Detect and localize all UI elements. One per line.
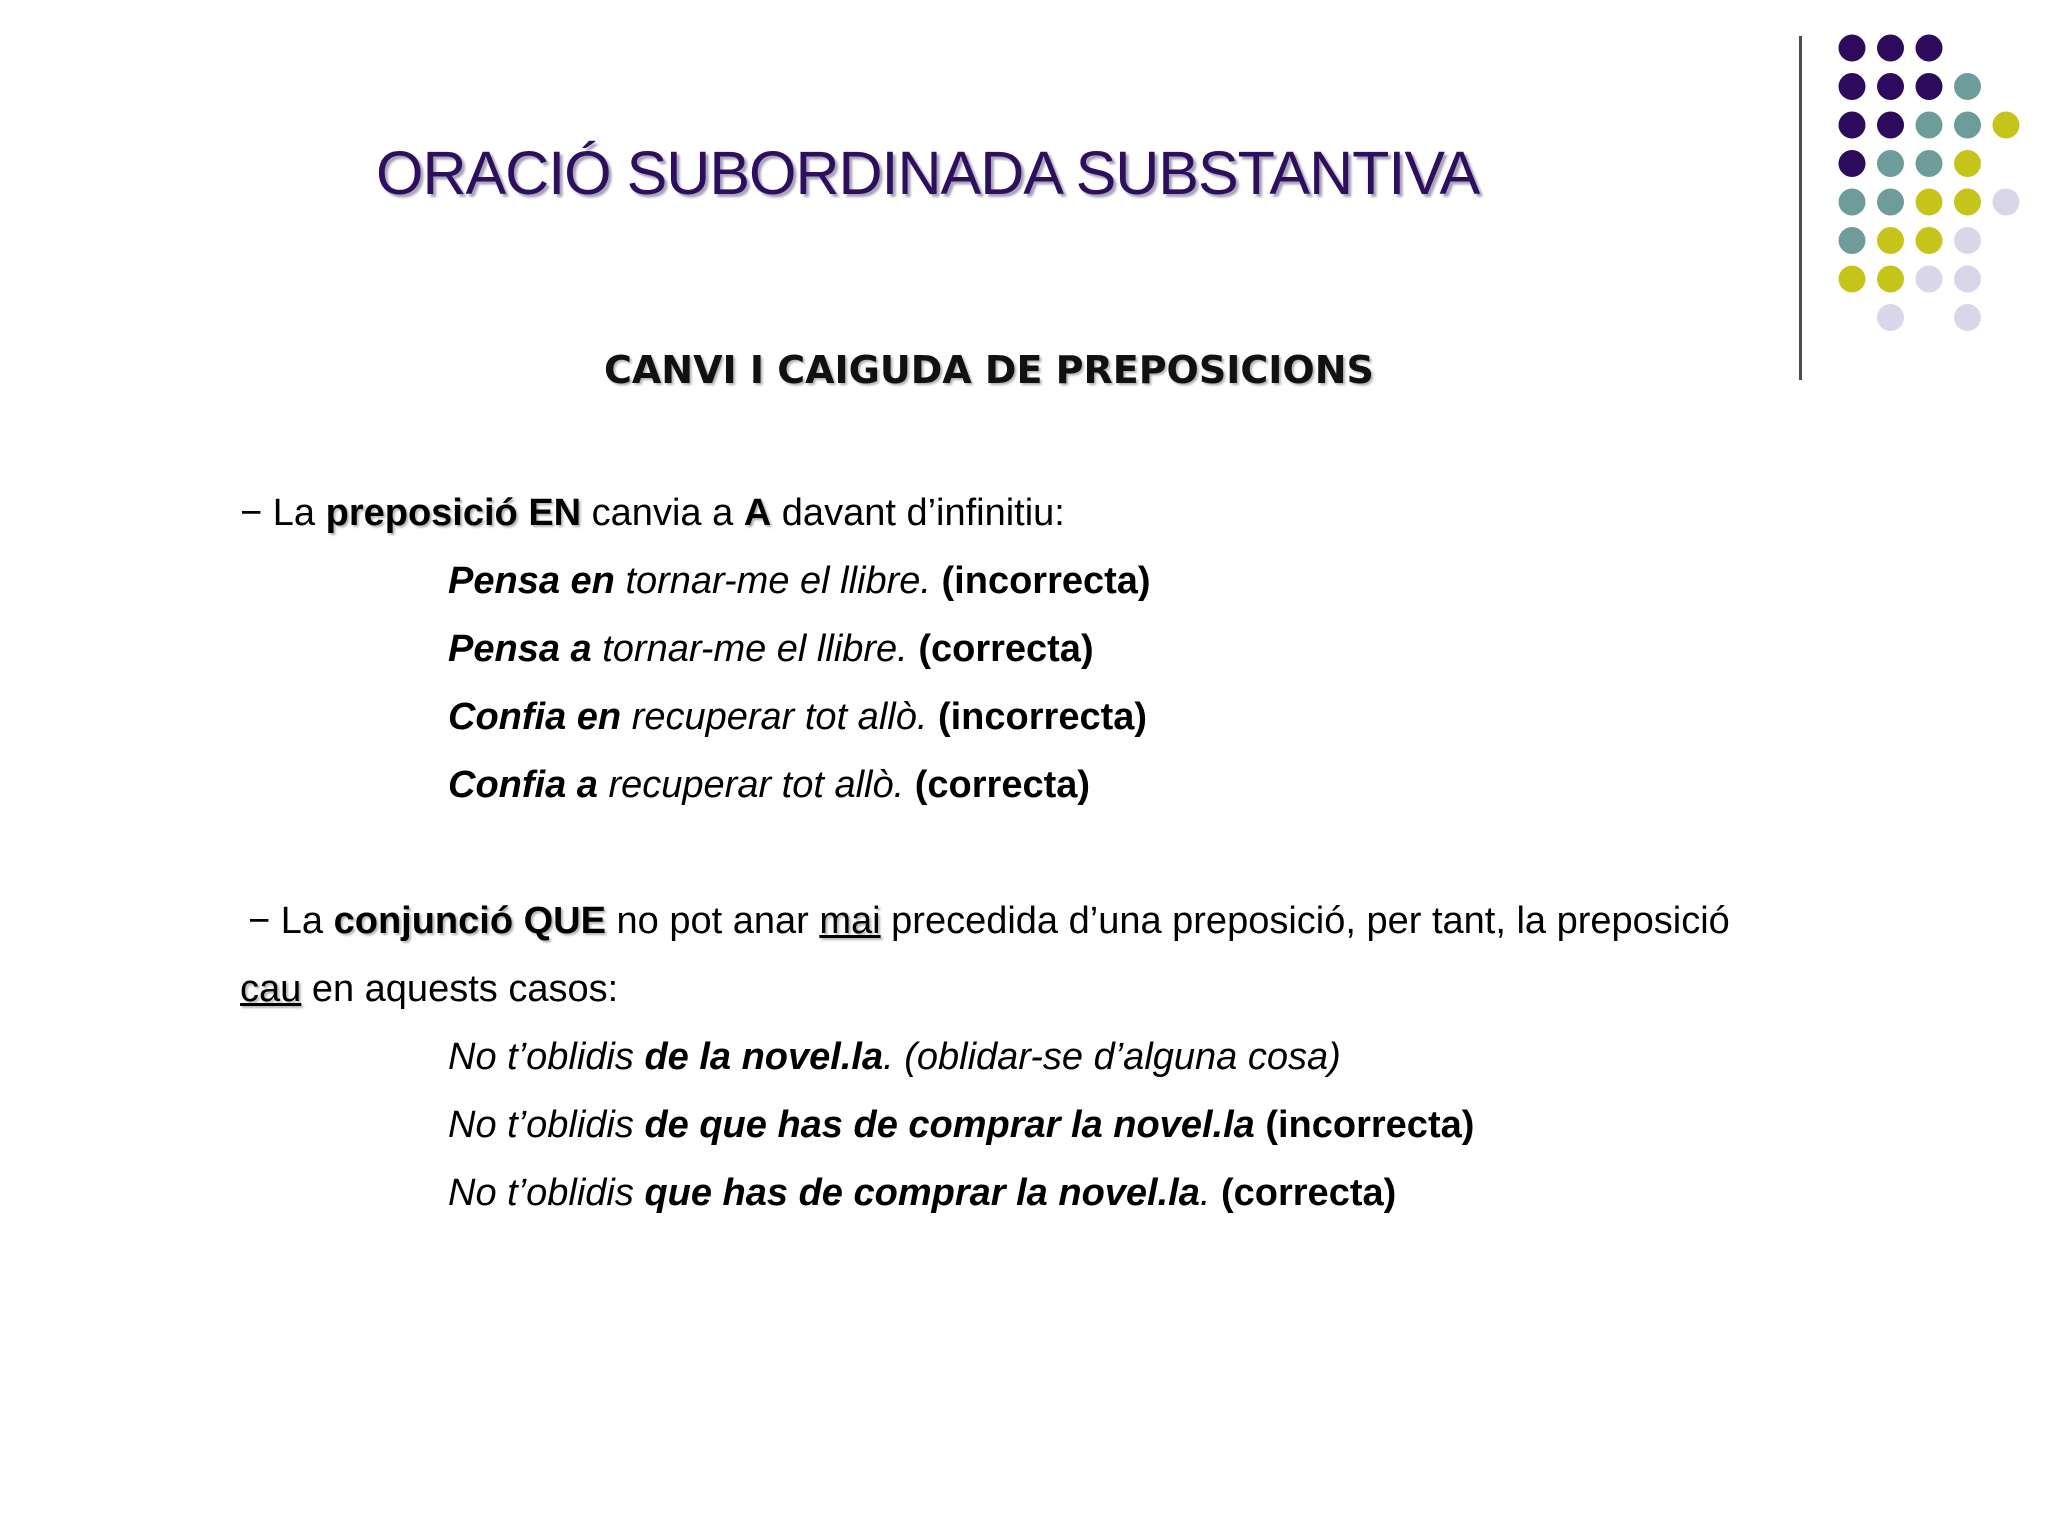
decorative-dot bbox=[1877, 112, 1904, 139]
example-verdict: (incorrecta) bbox=[941, 560, 1151, 602]
example-line bbox=[448, 1103, 1474, 1149]
decorative-dot bbox=[1877, 266, 1904, 293]
example-verdict: (correcta) bbox=[914, 764, 1091, 806]
decorative-dot bbox=[1839, 73, 1866, 100]
decorative-dot bbox=[1916, 112, 1943, 139]
decorative-dot bbox=[1954, 227, 1981, 254]
example-verdict: (correcta) bbox=[918, 628, 1094, 670]
example-rest: . bbox=[883, 1036, 894, 1078]
example-rest: . bbox=[1199, 1172, 1211, 1214]
decorative-dot bbox=[1916, 266, 1943, 293]
vertical-rule bbox=[1799, 36, 1802, 380]
intro-text: davant d’infinitiu: bbox=[781, 492, 1065, 534]
example-line bbox=[448, 763, 1090, 809]
example-lead: Confia en bbox=[448, 696, 622, 738]
example-verdict: (incorrecta) bbox=[1265, 1104, 1475, 1146]
decorative-dot bbox=[1954, 304, 1981, 331]
example-lead: No t’oblidis bbox=[448, 1172, 634, 1214]
decorative-dot bbox=[1877, 189, 1904, 216]
decorative-dot bbox=[1877, 150, 1904, 177]
slide-title: ORACIÓ SUBORDINADA SUBSTANTIVA bbox=[376, 139, 1480, 207]
intro-text: canvia a bbox=[591, 492, 734, 534]
example-lead: Pensa a bbox=[448, 628, 592, 670]
decorative-dot bbox=[1839, 35, 1866, 62]
example-line bbox=[448, 559, 1151, 605]
intro-text: La bbox=[272, 492, 316, 534]
decorative-dot bbox=[1916, 73, 1943, 100]
example-line bbox=[448, 1035, 1341, 1081]
example-verdict: (oblidar-se d’alguna cosa) bbox=[904, 1036, 1341, 1078]
example-verdict: (correcta) bbox=[1220, 1172, 1397, 1214]
example-bold: de que has de comprar la novel.la bbox=[644, 1104, 1255, 1146]
underlined-word: mai bbox=[819, 900, 881, 942]
example-lead: No t’oblidis bbox=[448, 1104, 634, 1146]
dot-grid-graphic bbox=[1838, 34, 2038, 334]
decorative-dot bbox=[1877, 227, 1904, 254]
decorative-dot bbox=[1954, 73, 1981, 100]
intro-text: en aquests casos: bbox=[311, 968, 619, 1010]
decorative-dot bbox=[1916, 227, 1943, 254]
example-verdict: (incorrecta) bbox=[937, 696, 1148, 738]
example-line bbox=[448, 627, 1094, 673]
decorative-dot bbox=[1954, 112, 1981, 139]
decorative-dot bbox=[1993, 189, 2020, 216]
example-lead: No t’oblidis bbox=[448, 1036, 634, 1078]
intro-text: La bbox=[280, 900, 324, 942]
section2-intro-continued bbox=[240, 967, 618, 1013]
decorative-dot bbox=[1954, 150, 1981, 177]
decorative-dot bbox=[1954, 266, 1981, 293]
example-line bbox=[448, 1171, 1396, 1217]
slide-subtitle: CANVI I CAIGUDA DE PREPOSICIONS bbox=[604, 348, 1374, 392]
example-bold: de la novel.la bbox=[644, 1036, 884, 1078]
intro-text: precedida d’una preposició, per tant, la preposició bbox=[891, 900, 1730, 942]
decorative-dot bbox=[1877, 304, 1904, 331]
decorative-dot bbox=[1954, 189, 1981, 216]
bullet: − bbox=[240, 492, 263, 534]
decorative-dot bbox=[1839, 189, 1866, 216]
example-lead: Confia a bbox=[448, 764, 598, 806]
highlight-term: A bbox=[743, 492, 772, 534]
decorative-dot bbox=[1916, 35, 1943, 62]
section2-intro bbox=[248, 899, 1730, 945]
example-bold: que has de comprar la novel.la bbox=[644, 1172, 1200, 1214]
bullet: − bbox=[248, 900, 271, 942]
example-rest: recuperar tot allò. bbox=[631, 696, 928, 738]
decorative-dot bbox=[1916, 189, 1943, 216]
example-rest: recuperar tot allò. bbox=[608, 764, 905, 806]
highlight-term: conjunció QUE bbox=[333, 900, 606, 942]
decorative-dot bbox=[1877, 73, 1904, 100]
highlight-term: preposició EN bbox=[325, 492, 582, 534]
example-line bbox=[448, 695, 1147, 741]
decorative-dot bbox=[1839, 266, 1866, 293]
example-rest: tornar-me el llibre. bbox=[625, 560, 931, 602]
section1-intro bbox=[240, 491, 1065, 537]
decorative-dot bbox=[1877, 35, 1904, 62]
decorative-dot bbox=[1839, 150, 1866, 177]
decorative-dot bbox=[1839, 112, 1866, 139]
decorative-dot bbox=[1916, 150, 1943, 177]
underlined-word: cau bbox=[240, 968, 302, 1010]
example-lead: Pensa en bbox=[448, 560, 615, 602]
decorative-dot bbox=[1993, 112, 2020, 139]
decorative-dot-grid bbox=[1838, 34, 2038, 334]
example-rest: tornar-me el llibre. bbox=[602, 628, 908, 670]
decorative-dot bbox=[1839, 227, 1866, 254]
intro-text: no pot anar bbox=[616, 900, 809, 942]
